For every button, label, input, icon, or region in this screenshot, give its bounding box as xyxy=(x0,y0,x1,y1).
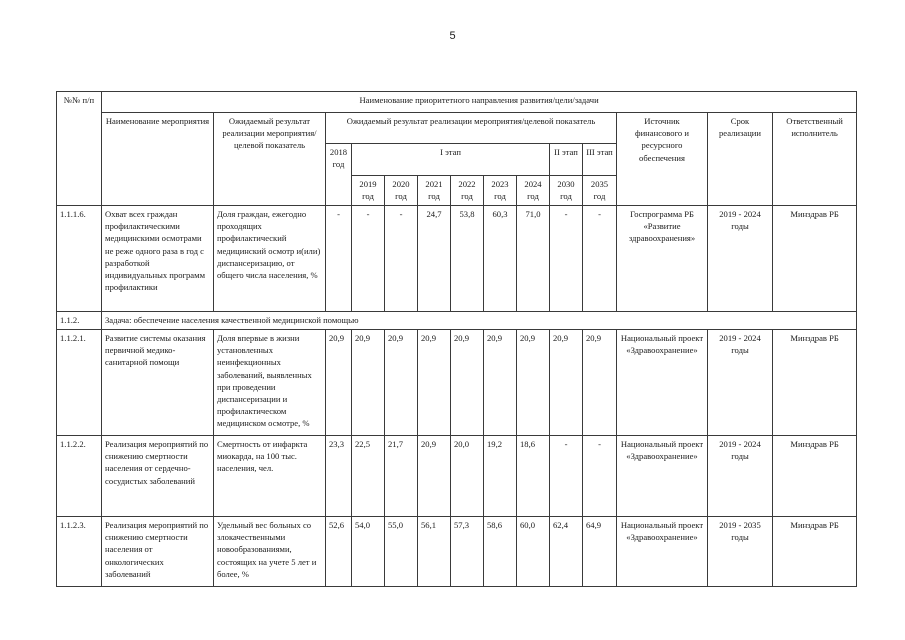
row-number: 1.1.2.1. xyxy=(57,330,102,436)
row-value: 24,7 xyxy=(418,206,451,312)
row-value: 64,9 xyxy=(583,517,617,587)
row-value: 19,2 xyxy=(484,436,517,517)
row-event: Охват всех граждан профилактическими медицинскими осмотрами не реже одного раза в год с разработкой индивидуальных программ профилактики xyxy=(102,206,214,312)
header-term: Срок реализации xyxy=(708,113,773,206)
row-value: 20,9 xyxy=(418,436,451,517)
table-row xyxy=(57,436,857,517)
row-source: Национальный проект «Здравоохранение» xyxy=(617,517,708,587)
row-term: 2019 - 2024 годы xyxy=(708,206,773,312)
row-value: - xyxy=(326,206,352,312)
header-year: 2019 год xyxy=(352,176,385,206)
row-source: Национальный проект «Здравоохранение» xyxy=(617,436,708,517)
row-event: Развитие системы оказания первичной медико-санитарной помощи xyxy=(102,330,214,436)
row-value: 20,9 xyxy=(326,330,352,436)
row-responsible: Минздрав РБ xyxy=(773,206,857,312)
row-number: 1.1.2.3. xyxy=(57,517,102,587)
header-year-2018: 2018 год xyxy=(326,144,352,206)
row-value: - xyxy=(550,206,583,312)
measures-table xyxy=(56,91,857,587)
row-value: - xyxy=(385,206,418,312)
header-source: Источник финансового и ресурсного обеспечения xyxy=(617,113,708,206)
row-indicator: Смертность от инфаркта миокарда, на 100 тыс. населения, чел. xyxy=(214,436,326,517)
header-stage-3: III этап xyxy=(583,144,617,176)
header-expected-by-years: Ожидаемый результат реализации мероприятия/целевой показатель xyxy=(326,113,617,144)
header-stage-2: II этап xyxy=(550,144,583,176)
row-number: 1.1.2.2. xyxy=(57,436,102,517)
row-value: 20,9 xyxy=(484,330,517,436)
row-value: - xyxy=(352,206,385,312)
row-indicator: Доля граждан, ежегодно проходящих профилактический медицинский осмотр и(или) диспансеризацию, от общего числа населения, % xyxy=(214,206,326,312)
row-value: 23,3 xyxy=(326,436,352,517)
task-number: 1.1.2. xyxy=(57,312,102,330)
header-priority-title: Наименование приоритетного направления развития/цели/задачи xyxy=(102,92,857,113)
row-term: 2019 - 2024 годы xyxy=(708,330,773,436)
header-row-1 xyxy=(57,92,857,113)
row-indicator: Удельный вес больных со злокачественными новообразованиями, состоящих на учете 5 лет и более, % xyxy=(214,517,326,587)
row-value: 58,6 xyxy=(484,517,517,587)
header-row-2 xyxy=(57,113,857,144)
row-number: 1.1.1.6. xyxy=(57,206,102,312)
row-term: 2019 - 2024 годы xyxy=(708,436,773,517)
row-responsible: Минздрав РБ xyxy=(773,436,857,517)
row-value: 20,9 xyxy=(352,330,385,436)
header-year: 2021 год xyxy=(418,176,451,206)
row-value: 20,9 xyxy=(385,330,418,436)
table-row xyxy=(57,206,857,312)
row-source: Национальный проект «Здравоохранение» xyxy=(617,330,708,436)
row-value: 55,0 xyxy=(385,517,418,587)
header-year: 2035 год xyxy=(583,176,617,206)
row-value: 71,0 xyxy=(517,206,550,312)
row-value: 20,9 xyxy=(583,330,617,436)
header-year: 2022 год xyxy=(451,176,484,206)
row-value: 60,0 xyxy=(517,517,550,587)
task-row xyxy=(57,312,857,330)
row-value: 56,1 xyxy=(418,517,451,587)
row-value: - xyxy=(550,436,583,517)
row-value: 54,0 xyxy=(352,517,385,587)
page-number: 5 xyxy=(449,30,456,42)
row-term: 2019 - 2035 годы xyxy=(708,517,773,587)
table-row xyxy=(57,517,857,587)
row-value: 20,9 xyxy=(418,330,451,436)
row-responsible: Минздрав РБ xyxy=(773,517,857,587)
header-year: 2020 год xyxy=(385,176,418,206)
header-year: 2023 год xyxy=(484,176,517,206)
header-num: №№ п/п xyxy=(57,92,102,206)
row-event: Реализация мероприятий по снижению смертности населения от онкологических заболеваний xyxy=(102,517,214,587)
header-event-name: Наименование мероприятия xyxy=(102,113,214,206)
row-value: - xyxy=(583,436,617,517)
row-source: Госпрограмма РБ «Развитие здравоохранения» xyxy=(617,206,708,312)
row-value: 21,7 xyxy=(385,436,418,517)
header-year: 2024 год xyxy=(517,176,550,206)
header-responsible: Ответственный исполнитель xyxy=(773,113,857,206)
table-row xyxy=(57,330,857,436)
row-value: 18,6 xyxy=(517,436,550,517)
row-value: 20,9 xyxy=(517,330,550,436)
row-value: 62,4 xyxy=(550,517,583,587)
row-event: Реализация мероприятий по снижению смертности населения от сердечно-сосудистых заболеваний xyxy=(102,436,214,517)
row-value: 53,8 xyxy=(451,206,484,312)
row-responsible: Минздрав РБ xyxy=(773,330,857,436)
row-value: 22,5 xyxy=(352,436,385,517)
header-stage-1: I этап xyxy=(352,144,550,176)
row-indicator: Доля впервые в жизни установленных неинфекционных заболеваний, выявленных при проведении диспансеризации и профилактическом медицинском осмотре, % xyxy=(214,330,326,436)
header-year: 2030 год xyxy=(550,176,583,206)
row-value: 20,0 xyxy=(451,436,484,517)
row-value: - xyxy=(583,206,617,312)
row-value: 20,9 xyxy=(451,330,484,436)
row-value: 20,9 xyxy=(550,330,583,436)
row-value: 52,6 xyxy=(326,517,352,587)
row-value: 60,3 xyxy=(484,206,517,312)
row-value: 57,3 xyxy=(451,517,484,587)
header-expected-result: Ожидаемый результат реализации мероприятия/целевой показатель xyxy=(214,113,326,206)
task-text: Задача: обеспечение населения качественной медицинской помощью xyxy=(102,312,857,330)
